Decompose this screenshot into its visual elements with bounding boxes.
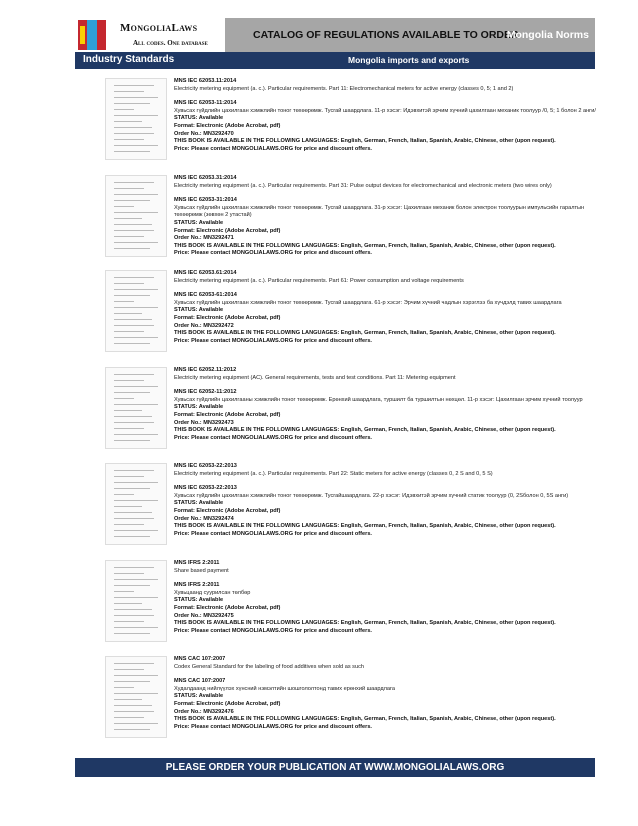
entry-order-no: Order No.: MN3292472 [174,322,234,329]
entry-format: Format: Electronic (Adobe Acrobat, pdf) [174,604,281,611]
entry-title-en: Electricity metering equipment (a. c.). Particular requirements. Part 11: Electromechanical meters for active energy (classes 0, 5; 1 and 2) [174,85,514,92]
entry-order-no: Order No.: MN3292473 [174,419,234,426]
norms-label: Mongolia Norms [506,29,589,41]
entry-code[interactable]: MNS CAC 107:2007 [174,656,226,662]
entry-languages: THIS BOOK IS AVAILABLE IN THE FOLLOWING LANGUAGES: English, German, French, Italian, Spanish, Arabic, Chinese, other (upon request). [174,620,556,627]
entry-title-mn: Хувьсах гүйдлийн цахилгаан хэмжлийн тоног төхөөрөмж. Тусгай шаардлага. 31-р хэсэг: Цахилгаан механик болон электрон тоолуурын импульсийн гаралтын төхөөрөмж (зөвхөн 2 утастай) [174,204,585,219]
entry-price: Price: Please contact MONGOLIALAWS.ORG for price and discount offers. [174,337,372,344]
entry-title-mn: Хувьсах гүйдлийн цахилгааны хэмжлийн тоног төхөөрөмж. Ерөнхий шаардлага, туршилт ба туршилтын нөхцөл. 11-р хэсэг: Цахилгаан эрчим хүчний тоолуур [174,396,583,403]
entry-price: Price: Please contact MONGOLIALAWS.ORG for price and discount offers. [174,723,372,730]
catalog-entry [105,78,605,173]
document-thumbnail[interactable] [105,463,167,545]
catalog-entry [105,367,605,462]
document-thumbnail[interactable] [105,78,167,160]
entry-price: Price: Please contact MONGOLIALAWS.ORG for price and discount offers. [174,250,372,257]
catalog-entry [105,270,605,365]
entry-format: Format: Electronic (Adobe Acrobat, pdf) [174,227,281,234]
entry-title-en: Electricity metering equipment (a. c.). Particular requirements. Part 22: Static meters for active energy (classes 0, 2 S and 0, 5 S) [174,470,493,477]
entry-code-mn: MNS IEC 62053-22:2013 [174,485,237,492]
document-thumbnail[interactable] [105,560,167,642]
entry-code-mn: MNS IEC 62053-61:2014 [174,292,237,299]
entry-code[interactable]: MNS IEC 62053-22:2013 [174,463,237,469]
document-thumbnail[interactable] [105,367,167,449]
entry-languages: THIS BOOK IS AVAILABLE IN THE FOLLOWING LANGUAGES: English, German, French, Italian, Spanish, Arabic, Chinese, other (upon request). [174,138,556,145]
entry-format: Format: Electronic (Adobe Acrobat, pdf) [174,507,281,514]
document-thumbnail[interactable] [105,175,167,257]
entry-status: STATUS: Available [174,500,224,507]
entry-status: STATUS: Available [174,115,224,122]
entry-languages: THIS BOOK IS AVAILABLE IN THE FOLLOWING LANGUAGES: English, German, French, Italian, Spanish, Arabic, Chinese, other (upon request). [174,242,556,249]
entry-format: Format: Electronic (Adobe Acrobat, pdf) [174,122,281,129]
entry-languages: THIS BOOK IS AVAILABLE IN THE FOLLOWING LANGUAGES: English, German, French, Italian, Spanish, Arabic, Chinese, other (upon request). [174,716,556,723]
title-bar [225,18,595,52]
entry-order-no: Order No.: MN3292474 [174,515,234,522]
catalog-entry [105,656,605,751]
entry-status: STATUS: Available [174,693,224,700]
mongolia-flag-icon [78,20,106,50]
entry-status: STATUS: Available [174,597,224,604]
entry-status: STATUS: Available [174,404,224,411]
entry-code-mn: MNS IFRS 2:2011 [174,582,220,589]
entry-code[interactable]: MNS IFRS 2:2011 [174,560,220,566]
catalog-entry [105,175,605,270]
entry-title-en: Electricity metering equipment (a. c.). Particular requirements. Part 61: Power consumption and voltage requirements [174,277,464,284]
entry-order-no: Order No.: MN3292471 [174,235,234,242]
entry-price: Price: Please contact MONGOLIALAWS.ORG for price and discount offers. [174,627,372,634]
entry-title-en: Share based payment [174,567,229,574]
entry-languages: THIS BOOK IS AVAILABLE IN THE FOLLOWING LANGUAGES: English, German, French, Italian, Spanish, Arabic, Chinese, other (upon request). [174,427,556,434]
entry-format: Format: Electronic (Adobe Acrobat, pdf) [174,411,281,418]
catalog-title: CATALOG OF REGULATIONS AVAILABLE TO ORDER [253,29,519,41]
entry-title-en: Electricity metering equipment (a. c.). Particular requirements. Part 31: Pulse output devices for electromechanical and electronic meters (two wires only) [174,182,552,189]
entry-title-mn: Худалдаанд нийлүүлэх хүнсний нэмэлтийн шошгололтонд тавих ерөнхий шаардлага [174,685,395,692]
entry-code[interactable]: MNS IEC 62052.11:2012 [174,367,237,373]
entry-title-mn: Хувьсах гүйдлийн цахилгаан хэмжлийн тоног төхөөрөмж. Тусгай шаардлага. 61-р хэсэг: Эрчим хүчний чадлын хэрэглээ ба хүчдэлд тавих шаардлага [174,299,562,306]
section-bar [75,52,595,69]
brand-name: MongoliaLaws [120,22,198,34]
entry-status: STATUS: Available [174,219,224,226]
mongolialaws-logo[interactable] [75,18,225,52]
entry-code-mn: MNS IEC 62053-11:2014 [174,100,237,107]
entry-status: STATUS: Available [174,307,224,314]
entry-languages: THIS BOOK IS AVAILABLE IN THE FOLLOWING LANGUAGES: English, German, French, Italian, Spanish, Arabic, Chinese, other (upon request). [174,523,556,530]
entry-format: Format: Electronic (Adobe Acrobat, pdf) [174,700,281,707]
entry-code-mn: MNS IEC 62053-31:2014 [174,197,237,204]
entry-format: Format: Electronic (Adobe Acrobat, pdf) [174,314,281,321]
catalog-entry [105,463,605,558]
entry-order-no: Order No.: MN3292476 [174,708,234,715]
section-title: Industry Standards [83,54,175,65]
entry-title-en: Codex General Standard for the labeling of food additives when sold as such [174,663,364,670]
catalog-entry [105,560,605,655]
entry-languages: THIS BOOK IS AVAILABLE IN THE FOLLOWING LANGUAGES: English, German, French, Italian, Spanish, Arabic, Chinese, other (upon request). [174,330,556,337]
order-footer[interactable]: PLEASE ORDER YOUR PUBLICATION AT WWW.MONGOLIALAWS.ORG [75,758,595,777]
entry-code-mn: MNS CAC 107:2007 [174,678,226,685]
subsection-title: Mongolia imports and exports [348,55,470,65]
entry-code[interactable]: MNS IEC 62053.11:2014 [174,78,237,84]
document-thumbnail[interactable] [105,270,167,352]
entry-order-no: Order No.: MN3292475 [174,612,234,619]
entry-code[interactable]: MNS IEC 62053.31:2014 [174,175,237,181]
brand-tagline: All codes. One database [133,39,208,47]
entry-code[interactable]: MNS IEC 62053.61:2014 [174,270,237,276]
entry-title-mn: Хувьсах гүйдлийн цахилгаан хэмжлийн тоног төхөөрөмж. Тусгайшаардлага. 22-р хэсэг: Идэвхитэй эрчим хүчний статик тоолуур (0, 2Sболон 0, 5S анги) [174,492,569,499]
entry-price: Price: Please contact MONGOLIALAWS.ORG for price and discount offers. [174,145,372,152]
entry-title-mn: Хувьцаанд суурилсан төлбөр [174,589,251,596]
document-thumbnail[interactable] [105,656,167,738]
entry-price: Price: Please contact MONGOLIALAWS.ORG for price and discount offers. [174,530,372,537]
entry-code-mn: MNS IEC 62052-11:2012 [174,389,237,396]
entry-title-mn: Хувьсах гүйдлийн цахилгаан хэмжлийн тоног төхөөрөмж. Тусгай шаардлага. 11-р хэсэг: Идэвхитэй эрчим хүчний цахилгаан механик тоолуур /0, 5; 1 болон 2 анги/ [174,107,596,114]
entry-price: Price: Please contact MONGOLIALAWS.ORG for price and discount offers. [174,434,372,441]
entry-title-en: Electricity metering equipment (AC). General requirements, tests and test conditions. Part 11: Metering equipment [174,374,456,381]
entry-order-no: Order No.: MN3292470 [174,130,234,137]
